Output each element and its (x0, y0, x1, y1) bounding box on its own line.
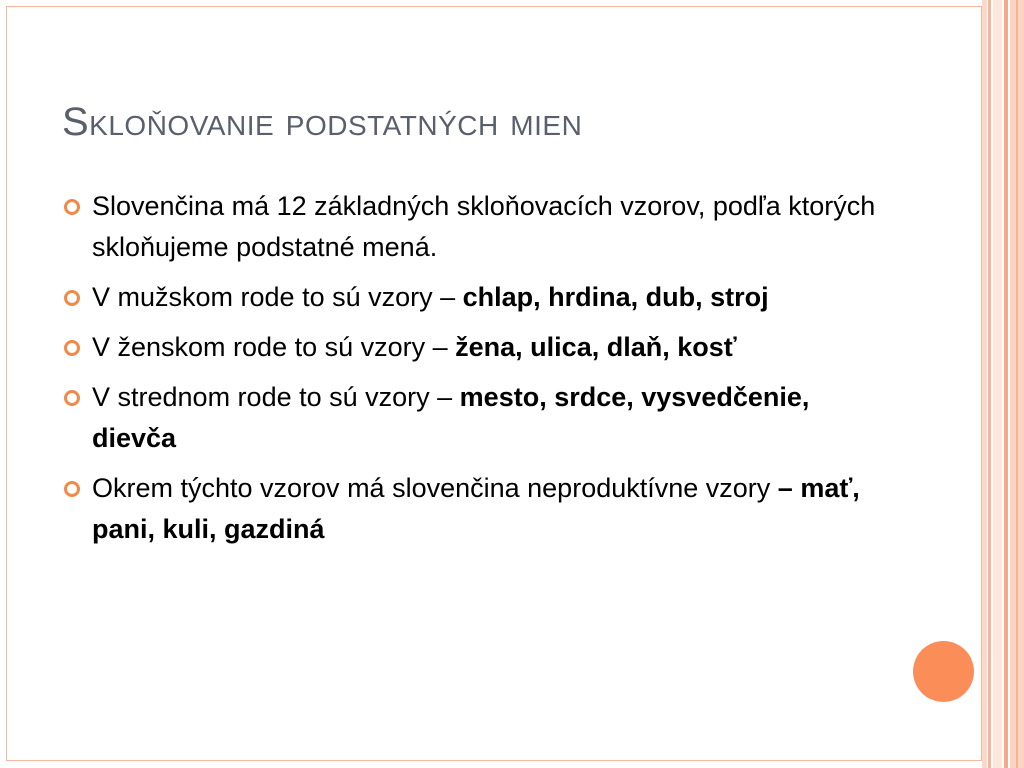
bullet-text: Okrem týchto vzorov má slovenčina neproduktívne vzory (92, 473, 778, 503)
bullet-bold-text: chlap, hrdina, dub, stroj (462, 282, 769, 312)
bullet-text: V mužskom rode to sú vzory – (92, 282, 463, 312)
bullet-item (62, 277, 892, 318)
bullet-text: V ženskom rode to sú vzory – (92, 332, 456, 362)
bullet-icon (64, 390, 80, 406)
decorative-stripe (1016, 0, 1018, 768)
bullet-item (62, 186, 892, 268)
bullet-icon (64, 340, 80, 356)
bullet-bold-text: mesto, srdce, vysvedčenie, dievča (92, 382, 810, 453)
bullet-icon (64, 290, 80, 306)
decorative-stripe (1004, 0, 1008, 768)
bullet-item (62, 327, 892, 368)
bullet-text: V strednom rode to sú vzory – (92, 382, 460, 412)
bullet-icon (64, 481, 80, 497)
decorative-circle (913, 641, 974, 702)
bullet-item (62, 377, 892, 459)
bullet-bold-text: – mať, pani, kuli, gazdiná (92, 473, 860, 544)
bullet-item (62, 468, 892, 550)
bullet-text: Slovenčina má 12 základných skloňovacích vzorov, podľa ktorých skloňujeme podstatné mená. (92, 191, 876, 262)
decorative-stripe (993, 0, 1002, 768)
slide-title: Skloňovanie podstatných mien (62, 100, 583, 144)
bullet-list (62, 186, 892, 559)
bullet-bold-text: žena, ulica, dlaň, kosť (455, 332, 737, 362)
decorative-stripe (982, 0, 987, 768)
bullet-icon (64, 199, 80, 215)
decorative-stripe (988, 0, 991, 768)
